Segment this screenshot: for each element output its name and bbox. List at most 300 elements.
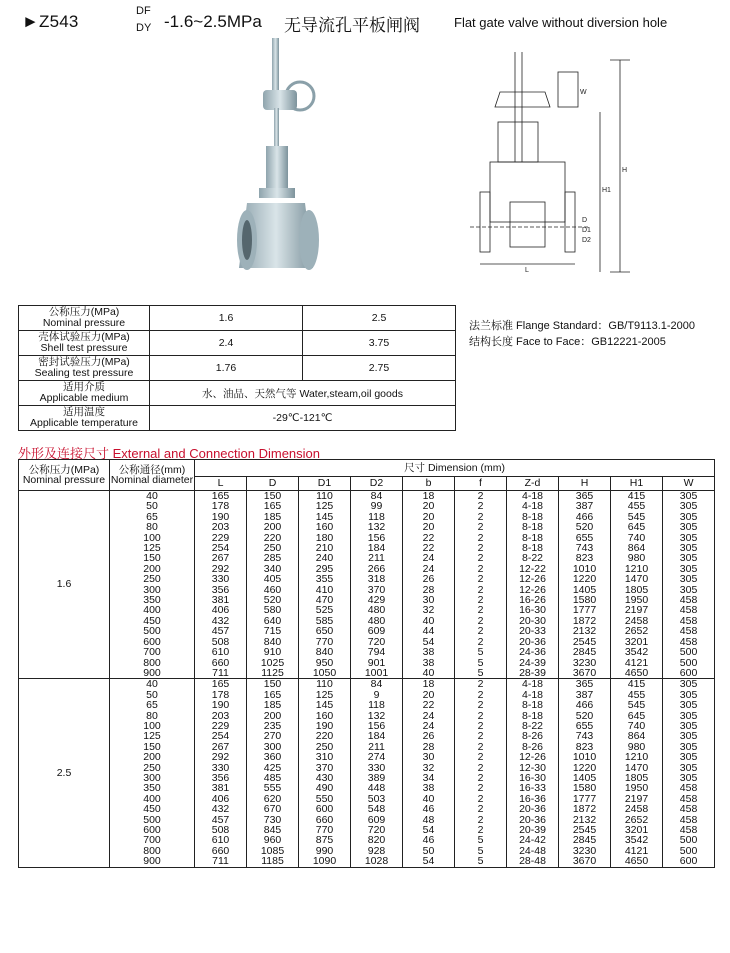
table-cell: 655 — [559, 721, 611, 731]
table-cell: 156 — [351, 721, 403, 731]
table-cell: 655 — [559, 533, 611, 543]
table-cell: 600 — [110, 825, 195, 835]
table-cell: 3230 — [559, 846, 611, 856]
table-cell: 80 — [110, 522, 195, 532]
title-subscript: DY — [136, 22, 152, 34]
table-cell: 2 — [455, 522, 507, 532]
table-cell: 4-18 — [507, 679, 559, 690]
table-cell: 8-26 — [507, 731, 559, 741]
table-cell: 270 — [247, 731, 299, 741]
table-cell: 1777 — [559, 794, 611, 804]
table-row — [19, 815, 715, 825]
table-cell: 2 — [455, 804, 507, 814]
table-cell: 5 — [455, 658, 507, 668]
table-cell: 2458 — [611, 616, 663, 626]
table-cell: 960 — [247, 835, 299, 845]
table-cell: 300 — [110, 585, 195, 595]
table-cell: 2 — [455, 794, 507, 804]
table-cell: 500 — [110, 626, 195, 636]
table-cell: 266 — [351, 564, 403, 574]
table-cell: 1220 — [559, 574, 611, 584]
table-cell: 429 — [351, 595, 403, 605]
column-header: D1 — [299, 477, 351, 491]
table-cell: 711 — [195, 668, 247, 679]
table-cell: 458 — [663, 595, 715, 605]
table-cell: 28-39 — [507, 668, 559, 679]
table-row — [19, 574, 715, 584]
table-cell: 548 — [351, 804, 403, 814]
table-cell: 545 — [611, 512, 663, 522]
table-cell: 480 — [351, 605, 403, 615]
table-cell: 165 — [247, 501, 299, 511]
table-cell: 305 — [663, 553, 715, 563]
table-row — [19, 637, 715, 647]
table-cell: 450 — [110, 804, 195, 814]
table-cell: 22 — [403, 543, 455, 553]
table-cell: 210 — [299, 543, 351, 553]
table-cell: 8-18 — [507, 533, 559, 543]
drawing-label-h1: H1 — [602, 187, 611, 194]
table-cell: 220 — [299, 731, 351, 741]
table-cell: 458 — [663, 794, 715, 804]
table-cell: 305 — [663, 533, 715, 543]
spec-row — [19, 381, 456, 406]
table-cell: 16-33 — [507, 783, 559, 793]
table-cell: 34 — [403, 773, 455, 783]
table-cell: 185 — [247, 700, 299, 710]
table-cell: 555 — [247, 783, 299, 793]
table-cell: 660 — [195, 846, 247, 856]
table-row — [19, 794, 715, 804]
table-cell: 550 — [299, 794, 351, 804]
table-cell: 2 — [455, 773, 507, 783]
table-cell: 180 — [299, 533, 351, 543]
table-cell: 525 — [299, 605, 351, 615]
valve-drawing — [470, 52, 640, 277]
table-cell: 65 — [110, 512, 195, 522]
table-cell: 2 — [455, 721, 507, 731]
table-cell: 250 — [247, 543, 299, 553]
table-cell: 38 — [403, 647, 455, 657]
table-cell: 8-26 — [507, 742, 559, 752]
table-cell: 185 — [247, 512, 299, 522]
column-header: W — [663, 477, 715, 491]
table-cell: 1025 — [247, 658, 299, 668]
table-cell: 990 — [299, 846, 351, 856]
face-to-face-standard: 结构长度 Face to Face：GB12221-2005 — [469, 336, 666, 348]
table-cell: 950 — [299, 658, 351, 668]
standards-block — [469, 318, 695, 350]
table-cell: 470 — [299, 595, 351, 605]
table-cell: 743 — [559, 543, 611, 553]
spec-row — [19, 406, 456, 431]
table-cell: 2845 — [559, 835, 611, 845]
table-cell: 1010 — [559, 564, 611, 574]
table-cell: 660 — [299, 815, 351, 825]
table-cell: 2 — [455, 501, 507, 511]
table-cell: 40 — [403, 668, 455, 679]
table-cell: 2 — [455, 752, 507, 762]
table-cell: 2 — [455, 605, 507, 615]
table-cell: 730 — [247, 815, 299, 825]
table-cell: 457 — [195, 815, 247, 825]
table-cell: 305 — [663, 773, 715, 783]
table-cell: 406 — [195, 605, 247, 615]
table-cell: 466 — [559, 700, 611, 710]
title-name-cn: 无导流孔平板闸阀 — [284, 16, 420, 36]
table-cell: 16-30 — [507, 773, 559, 783]
table-cell: 500 — [663, 835, 715, 845]
table-cell: 20-36 — [507, 815, 559, 825]
table-cell: 80 — [110, 711, 195, 721]
table-row — [19, 783, 715, 793]
table-cell: 4650 — [611, 856, 663, 867]
table-cell: 267 — [195, 742, 247, 752]
table-cell: 211 — [351, 553, 403, 563]
table-row — [19, 501, 715, 511]
title-rating: -1.6~2.5MPa — [164, 12, 262, 31]
table-cell: 145 — [299, 512, 351, 522]
table-cell: 4-18 — [507, 690, 559, 700]
table-cell: 355 — [299, 574, 351, 584]
table-cell: 84 — [351, 679, 403, 690]
table-cell: 40 — [110, 491, 195, 502]
table-cell: 305 — [663, 690, 715, 700]
table-cell: 845 — [247, 825, 299, 835]
table-cell: 800 — [110, 846, 195, 856]
table-cell: 360 — [247, 752, 299, 762]
table-cell: 26 — [403, 731, 455, 741]
table-cell: 415 — [611, 679, 663, 690]
column-header: Z-d — [507, 477, 559, 491]
table-cell: 3542 — [611, 647, 663, 657]
table-cell: 2 — [455, 595, 507, 605]
table-cell: 3230 — [559, 658, 611, 668]
table-cell: 254 — [195, 543, 247, 553]
table-cell: 295 — [299, 564, 351, 574]
table-cell: 12-26 — [507, 585, 559, 595]
table-cell: 500 — [663, 658, 715, 668]
table-cell: 500 — [663, 846, 715, 856]
table-row — [19, 679, 715, 690]
table-cell: 1010 — [559, 752, 611, 762]
table-cell: 20 — [403, 501, 455, 511]
table-cell: 1405 — [559, 773, 611, 783]
table-cell: 3201 — [611, 637, 663, 647]
table-row — [19, 605, 715, 615]
table-cell: 150 — [247, 679, 299, 690]
table-cell: 610 — [195, 835, 247, 845]
spec-value: 1.6 — [150, 306, 303, 331]
table-row — [19, 553, 715, 563]
table-cell: 770 — [299, 637, 351, 647]
table-cell: 9 — [351, 690, 403, 700]
table-cell: 585 — [299, 616, 351, 626]
table-cell: 700 — [110, 647, 195, 657]
table-cell: 165 — [195, 679, 247, 690]
table-cell: 305 — [663, 522, 715, 532]
table-cell: 305 — [663, 574, 715, 584]
table-cell: 305 — [663, 564, 715, 574]
drawing-label-d1: D1 — [582, 227, 591, 234]
table-cell: 2845 — [559, 647, 611, 657]
table-cell: 305 — [663, 721, 715, 731]
table-cell: 1210 — [611, 564, 663, 574]
spec-label: 壳体试验压力(MPa) Shell test pressure — [19, 331, 150, 356]
table-row — [19, 835, 715, 845]
table-cell: 267 — [195, 553, 247, 563]
table-cell: 740 — [611, 721, 663, 731]
table-cell: 2 — [455, 533, 507, 543]
table-cell: 300 — [247, 742, 299, 752]
table-cell: 740 — [611, 533, 663, 543]
table-cell: 1405 — [559, 585, 611, 595]
table-cell: 305 — [663, 700, 715, 710]
table-cell: 2 — [455, 783, 507, 793]
spec-row — [19, 306, 456, 331]
table-cell: 32 — [403, 605, 455, 615]
pressure-cell: 1.6 — [19, 491, 110, 679]
table-cell: 20 — [403, 690, 455, 700]
table-cell: 165 — [247, 690, 299, 700]
table-cell: 24-36 — [507, 647, 559, 657]
table-cell: 794 — [351, 647, 403, 657]
table-cell: 24 — [403, 721, 455, 731]
table-cell: 840 — [299, 647, 351, 657]
table-row — [19, 616, 715, 626]
table-row — [19, 721, 715, 731]
table-cell: 500 — [663, 647, 715, 657]
table-cell: 1185 — [247, 856, 299, 867]
table-cell: 415 — [611, 491, 663, 502]
table-cell: 2 — [455, 763, 507, 773]
title-superscript: DF — [136, 5, 151, 17]
table-cell: 24-39 — [507, 658, 559, 668]
table-cell: 600 — [663, 668, 715, 679]
table-cell: 520 — [559, 522, 611, 532]
table-cell: 200 — [247, 522, 299, 532]
table-cell: 2 — [455, 543, 507, 553]
table-cell: 8-18 — [507, 512, 559, 522]
table-cell: 250 — [110, 574, 195, 584]
table-cell: 54 — [403, 637, 455, 647]
table-cell: 2 — [455, 585, 507, 595]
table-cell: 2 — [455, 679, 507, 690]
table-cell: 40 — [110, 679, 195, 690]
table-cell: 150 — [247, 491, 299, 502]
table-cell: 670 — [247, 804, 299, 814]
table-row — [19, 626, 715, 636]
table-cell: 430 — [299, 773, 351, 783]
table-cell: 100 — [110, 721, 195, 731]
table-row — [19, 804, 715, 814]
table-cell: 432 — [195, 804, 247, 814]
table-cell: 370 — [299, 763, 351, 773]
table-row — [19, 711, 715, 721]
column-header: f — [455, 477, 507, 491]
table-cell: 2 — [455, 731, 507, 741]
table-cell: 900 — [110, 856, 195, 867]
table-cell: 156 — [351, 533, 403, 543]
table-cell: 389 — [351, 773, 403, 783]
table-cell: 458 — [663, 637, 715, 647]
table-cell: 350 — [110, 783, 195, 793]
table-cell: 8-18 — [507, 522, 559, 532]
spec-value: 3.75 — [302, 331, 455, 356]
table-cell: 820 — [351, 835, 403, 845]
table-cell: 910 — [247, 647, 299, 657]
column-header: H1 — [611, 477, 663, 491]
table-cell: 292 — [195, 752, 247, 762]
table-cell: 458 — [663, 616, 715, 626]
column-header: D2 — [351, 477, 403, 491]
table-cell: 2652 — [611, 626, 663, 636]
table-cell: 1001 — [351, 668, 403, 679]
valve-photo — [225, 38, 335, 278]
table-cell: 18 — [403, 679, 455, 690]
table-cell: 203 — [195, 711, 247, 721]
table-cell: 3201 — [611, 825, 663, 835]
table-cell: 99 — [351, 501, 403, 511]
table-cell: 405 — [247, 574, 299, 584]
table-cell: 20-36 — [507, 637, 559, 647]
table-cell: 160 — [299, 711, 351, 721]
table-cell: 620 — [247, 794, 299, 804]
table-cell: 305 — [663, 752, 715, 762]
table-cell: 32 — [403, 763, 455, 773]
table-cell: 22 — [403, 700, 455, 710]
table-cell: 20 — [403, 522, 455, 532]
table-cell: 400 — [110, 794, 195, 804]
table-cell: 8-18 — [507, 711, 559, 721]
table-cell: 2 — [455, 616, 507, 626]
table-row — [19, 856, 715, 867]
table-cell: 1580 — [559, 783, 611, 793]
table-cell: 356 — [195, 773, 247, 783]
table-cell: 5 — [455, 668, 507, 679]
table-cell: 12-26 — [507, 574, 559, 584]
table-cell: 448 — [351, 783, 403, 793]
spec-value: 2.4 — [150, 331, 303, 356]
table-cell: 235 — [247, 721, 299, 731]
table-cell: 875 — [299, 835, 351, 845]
spec-value: -29℃-121℃ — [150, 406, 456, 431]
table-cell: 184 — [351, 543, 403, 553]
table-cell: 2197 — [611, 794, 663, 804]
table-cell: 901 — [351, 658, 403, 668]
table-cell: 600 — [110, 637, 195, 647]
column-header: D — [247, 477, 299, 491]
header-row — [19, 460, 715, 477]
flange-standard: 法兰标准 Flange Standard：GB/T9113.1-2000 — [469, 320, 696, 332]
spec-row — [19, 331, 456, 356]
table-cell: 2 — [455, 512, 507, 522]
table-cell: 545 — [611, 700, 663, 710]
table-cell: 24-48 — [507, 846, 559, 856]
table-cell: 387 — [559, 501, 611, 511]
table-cell: 365 — [559, 491, 611, 502]
table-cell: 110 — [299, 679, 351, 690]
table-cell: 1090 — [299, 856, 351, 867]
table-cell: 600 — [299, 804, 351, 814]
table-row — [19, 647, 715, 657]
page-title — [22, 6, 722, 40]
table-cell: 600 — [663, 856, 715, 867]
spec-label: 适用介质 Applicable medium — [19, 381, 150, 406]
table-cell: 460 — [247, 585, 299, 595]
table-cell: 450 — [110, 616, 195, 626]
table-cell: 110 — [299, 491, 351, 502]
table-cell: 823 — [559, 553, 611, 563]
table-cell: 520 — [247, 595, 299, 605]
table-cell: 3670 — [559, 856, 611, 867]
spec-value: 2.5 — [302, 306, 455, 331]
table-cell: 485 — [247, 773, 299, 783]
table-cell: 2 — [455, 742, 507, 752]
table-cell: 1777 — [559, 605, 611, 615]
table-cell: 2 — [455, 711, 507, 721]
table-cell: 229 — [195, 721, 247, 731]
table-cell: 980 — [611, 553, 663, 563]
table-cell: 4121 — [611, 846, 663, 856]
table-cell: 840 — [247, 637, 299, 647]
table-cell: 229 — [195, 533, 247, 543]
table-cell: 1470 — [611, 574, 663, 584]
table-cell: 184 — [351, 731, 403, 741]
table-cell: 24-42 — [507, 835, 559, 845]
table-cell: 2 — [455, 815, 507, 825]
table-cell: 2 — [455, 574, 507, 584]
dimension-table — [18, 459, 715, 868]
table-cell: 38 — [403, 658, 455, 668]
table-cell: 350 — [110, 595, 195, 605]
table-cell: 1028 — [351, 856, 403, 867]
dimension-body — [19, 491, 715, 868]
table-cell: 2 — [455, 637, 507, 647]
table-cell: 203 — [195, 522, 247, 532]
table-cell: 4121 — [611, 658, 663, 668]
table-row — [19, 512, 715, 522]
table-cell: 1220 — [559, 763, 611, 773]
table-cell: 150 — [110, 742, 195, 752]
table-cell: 356 — [195, 585, 247, 595]
table-row — [19, 731, 715, 741]
table-cell: 38 — [403, 783, 455, 793]
table-cell: 864 — [611, 731, 663, 741]
spec-value: 水、油品、天然气等 Water,steam,oil goods — [150, 381, 456, 406]
table-cell: 5 — [455, 856, 507, 867]
table-cell: 132 — [351, 711, 403, 721]
table-cell: 2 — [455, 700, 507, 710]
table-cell: 305 — [663, 512, 715, 522]
table-cell: 178 — [195, 690, 247, 700]
table-cell: 2545 — [559, 637, 611, 647]
table-cell: 1872 — [559, 804, 611, 814]
table-cell: 609 — [351, 626, 403, 636]
table-cell: 20-36 — [507, 804, 559, 814]
table-cell: 24 — [403, 564, 455, 574]
table-cell: 254 — [195, 731, 247, 741]
drawing-label-d2: D2 — [582, 237, 591, 244]
table-cell: 2545 — [559, 825, 611, 835]
table-cell: 700 — [110, 835, 195, 845]
table-cell: 770 — [299, 825, 351, 835]
table-cell: 65 — [110, 700, 195, 710]
table-cell: 305 — [663, 763, 715, 773]
section-title-dimensions: 外形及连接尺寸 External and Connection Dimension — [18, 446, 321, 461]
table-cell: 980 — [611, 742, 663, 752]
column-header: H — [559, 477, 611, 491]
